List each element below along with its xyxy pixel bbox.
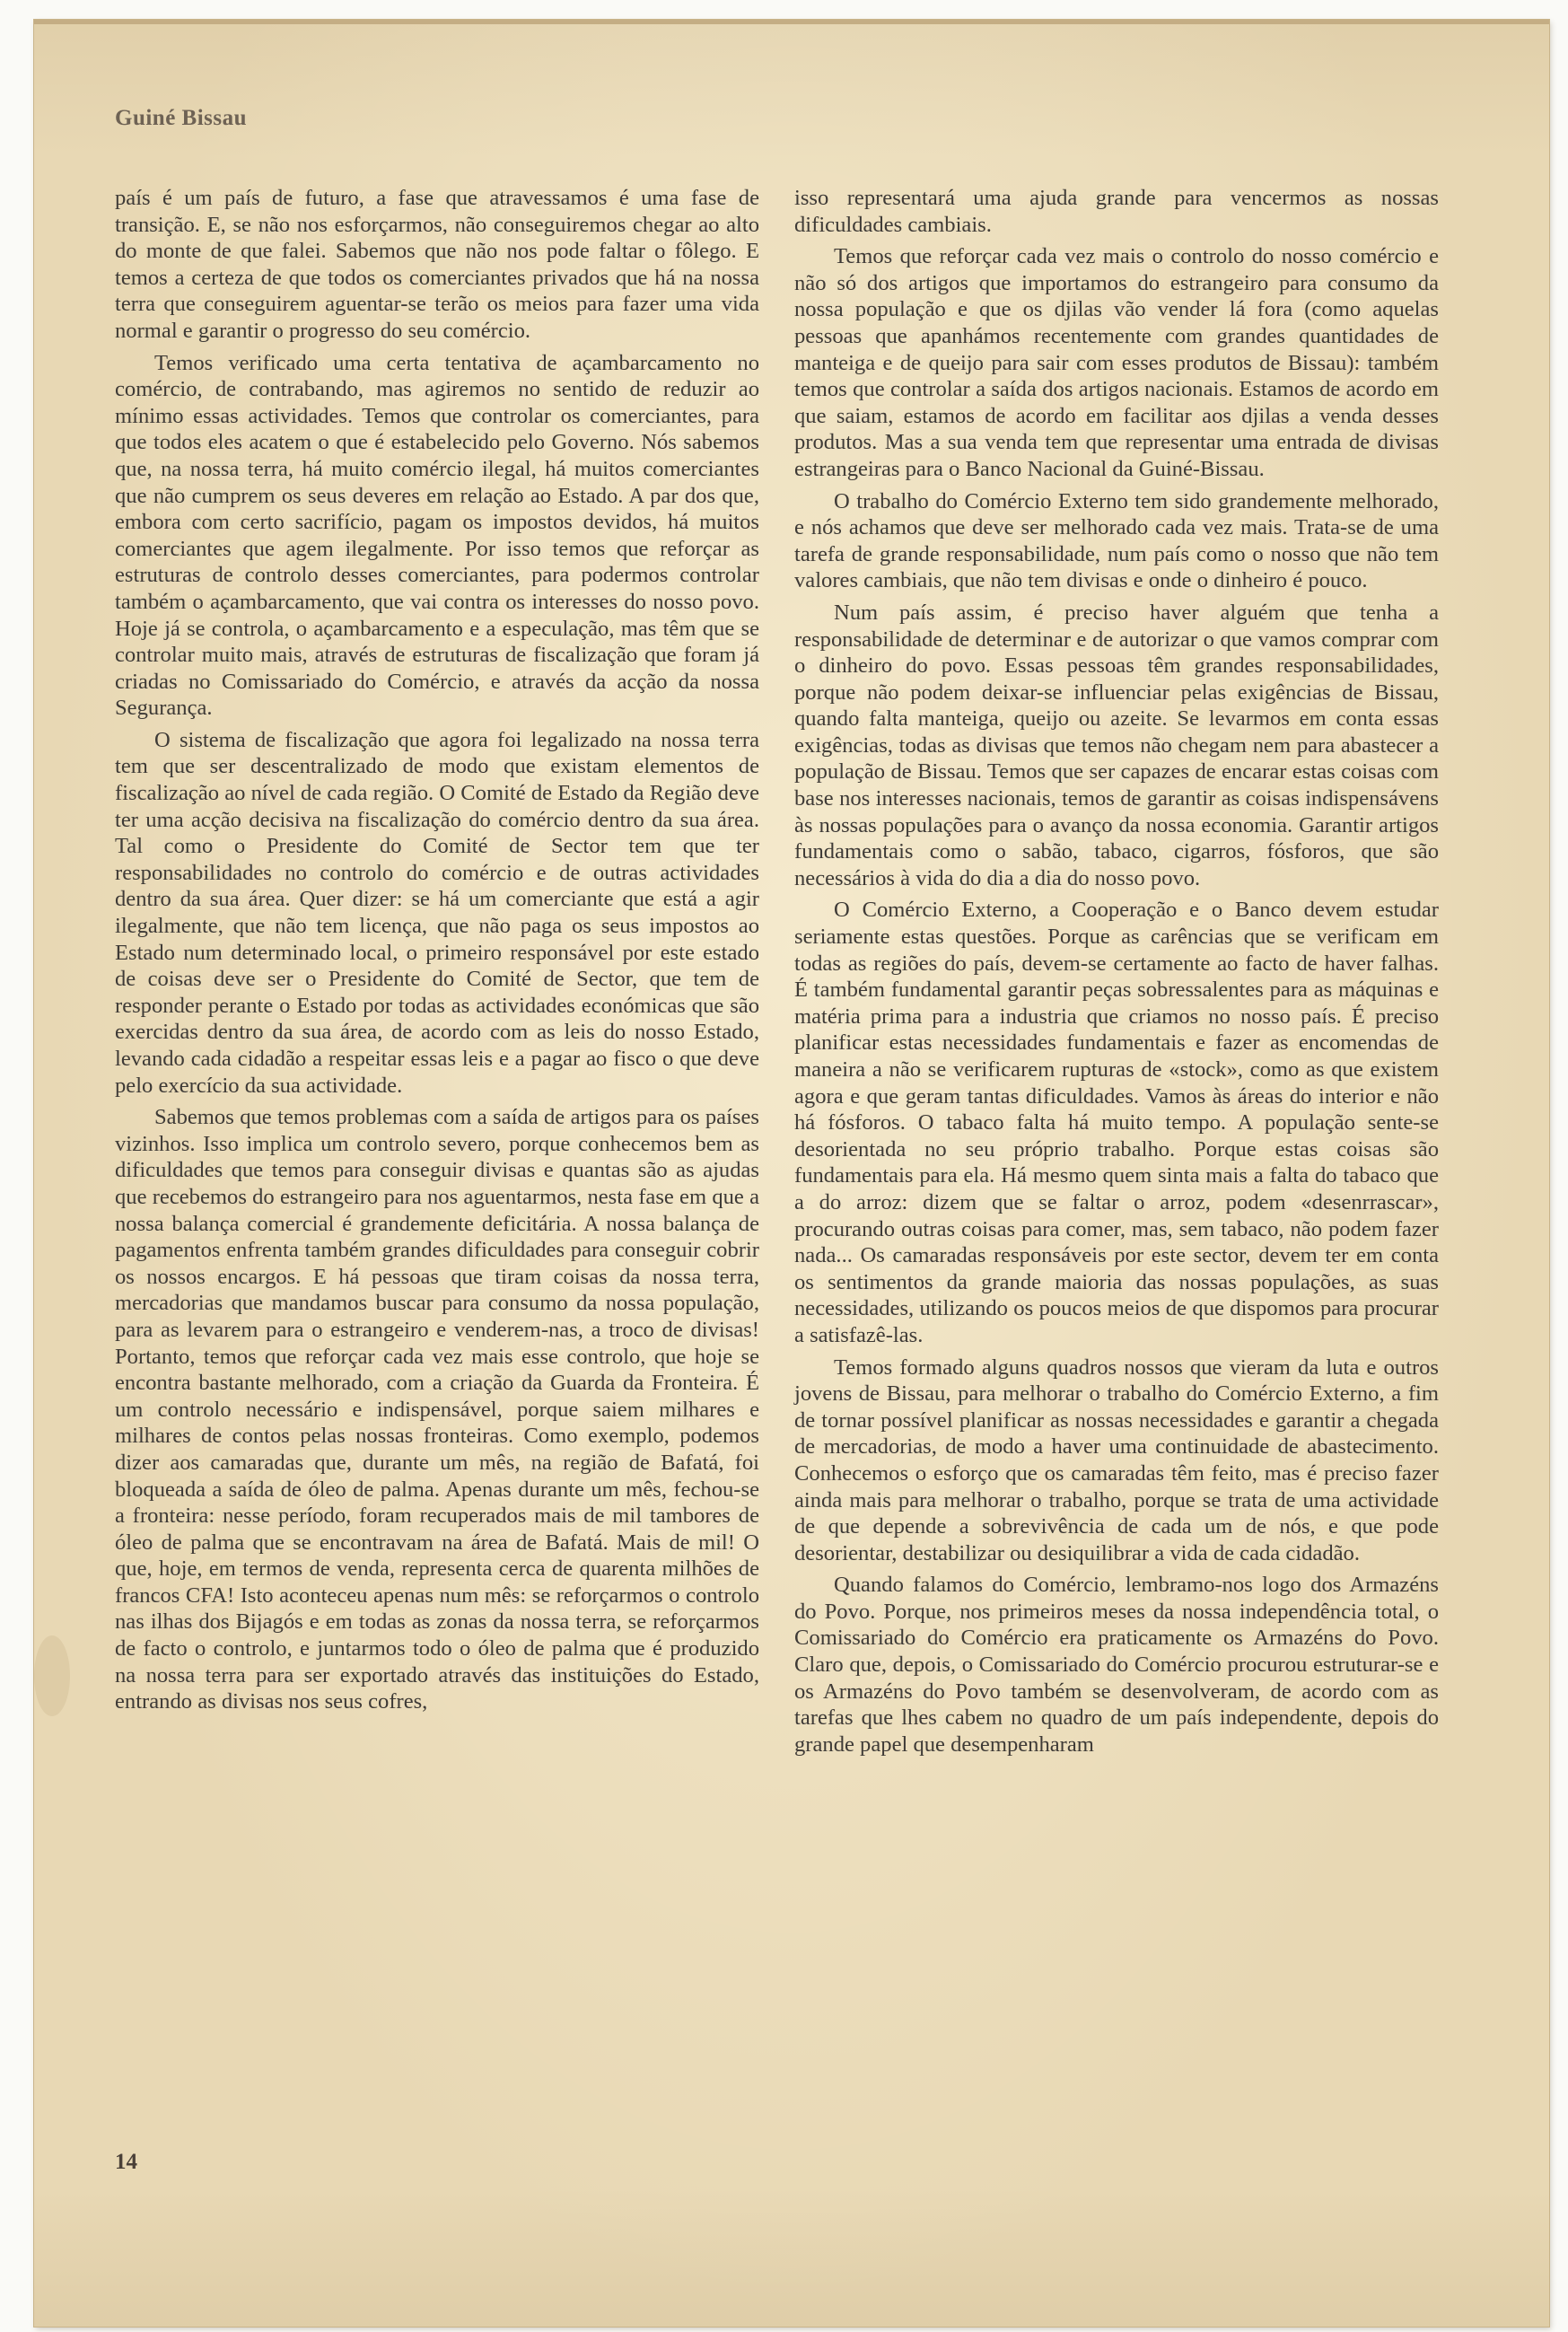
paragraph: Temos formado alguns quadros nossos que vieram da luta e outros jovens de Bissau, para melhorar o trabalho do Comércio Externo, a fim de tornar possível planificar as nossas necessidades e garantir a chegada de mercadorias, de modo a haver uma continuidade de abastecimento. Conhecemos o esforço que os camaradas têm feito, mas é preciso fazer ainda mais para melhorar o trabalho, porque se trata de uma actividade de que depende a sobrevivência de cada um de nós, e que pode desorientar, destabilizar ou desiquilibrar a vida de cada cidadão. bbox=[794, 1354, 1439, 1565]
paragraph: país é um país de futuro, a fase que atravessamos é uma fase de transição. E, se não nos esforçarmos, não conseguiremos chegar ao alto do monte de que falei. Sabemos que não nos pode faltar o fôlego. E temos a certeza de que todos os comerciantes privados que há na nossa terra que conseguirem aguentar-se terão os meios para fazer uma vida normal e garantir o progresso do seu comércio. bbox=[115, 186, 759, 343]
paragraph: O Comércio Externo, a Cooperação e o Banco devem estudar seriamente estas questões. Porque as carências que se verificam em todas as regiões do país, devem-se certamente ao facto de haver falhas. É também fundamental garantir peças sobressalentes para as máquinas e matéria prima para a industria que criamos no nosso país. É preciso planificar estas necessidades fundamentais e fazer as encomendas de maneira a não se verificarem rupturas de «stock», como as que existem agora e que geram tantas dificuldades. Vamos às áreas do interior e não há fósforos. O tabaco falta há muito tempo. A população sente-se desorientada no seu próprio trabalho. Porque estas coisas são fundamentais para ela. Há mesmo quem sinta mais a falta do tabaco que a do arroz: dizem que se faltar o arroz, podem «desenrrascar», procurando outras coisas para comer, mas, sem tabaco, não podem fazer nada... Os camaradas responsáveis por este sector, devem ter em conta os sentimentos da grande maioria das nossas populações, as suas necessidades, utilizando os poucos meios de que dispomos para procurar a satisfazê-las. bbox=[794, 898, 1439, 1347]
right-column bbox=[794, 185, 1439, 1758]
paper-stain bbox=[34, 1635, 70, 1716]
paragraph: Num país assim, é preciso haver alguém que tenha a responsabilidade de determinar e de autorizar o que vamos comprar com o dinheiro do povo. Essas pessoas têm grandes responsabilidades, porque não podem deixar-se influenciar pelas exigências de Bissau, quando falta manteiga, queijo ou azeite. Se levarmos em conta essas exigências, todas as divisas que temos não chegam nem para abastecer a população de Bissau. Temos que ser capazes de encarar estas coisas com base nos interesses nacionais, temos de garantir as coisas indispensávens às nossas populações para o avanço da nossa economia. Garantir artigos fundamentais como o sabão, tabaco, cigarros, fósforos, que são necessários à vida do dia a dia do nosso povo. bbox=[794, 600, 1439, 890]
paragraph: Quando falamos do Comércio, lembramo-nos logo dos Armazéns do Povo. Porque, nos primeiros meses da nossa independência total, o Comissariado do Comércio era praticamente os Armazéns do Povo. Claro que, depois, o Comissariado do Comércio procurou estruturar-se e os Armazéns do Povo também se desenvolveram, de acordo com as tarefas que lhes cabem no quadro de um país independente, depois do grande papel que desempenharam bbox=[794, 1573, 1439, 1757]
left-column bbox=[115, 185, 759, 1715]
paragraph: isso representará uma ajuda grande para vencermos as nossas dificuldades cambiais. bbox=[794, 186, 1439, 237]
paragraph: Sabemos que temos problemas com a saída de artigos para os países vizinhos. Isso implica um controlo severo, porque conhecemos bem as dificuldades que temos para conseguir divisas e quantas são as ajudas que recebemos do estrangeiro para nos aguentarmos, nesta fase em que a nossa balança comercial é grandemente deficitária. A nossa balança de pagamentos enfrenta também grandes dificuldades para conseguir cobrir os nossos encargos. E há pessoas que tiram coisas da nossa terra, mercadorias que mandamos buscar para consumo da nossa população, para as levarem para o estrangeiro e venderem-nas, a troco de divisas! Portanto, temos que reforçar cada vez mais esse controlo, que hoje se encontra bastante melhorado, com a criação da Guarda da Fronteira. É um controlo necessário e indispensável, porque saiem milhares e milhares de contos pelas nossas fronteiras. Como exemplo, podemos dizer aos camaradas que, durante um mês, na região de Bafatá, foi bloqueada a saída de óleo de palma. Apenas durante um mês, fechou-se a fronteira: nesse período, foram recuperados mais de mil tambores de óleo de palma que se encontravam na área de Bafatá. Mais de mil! O que, hoje, em termos de venda, representa cerca de quarenta milhões de francos CFA! Isto aconteceu apenas num mês: se reforçarmos o controlo nas ilhas dos Bijagós e em todas as zonas da nossa terra, se reforçarmos de facto o controlo, e juntarmos todo o óleo de palma que é produzido na nossa terra para ser exportado através das instituições do Estado, entrando as divisas nos seus cofres, bbox=[115, 1105, 759, 1714]
paragraph: O sistema de fiscalização que agora foi legalizado na nossa terra tem que ser descentralizado de modo que existam elementos de fiscalização ao nível de cada região. O Comité de Estado da Região deve ter uma acção decisiva na fiscalização do comércio dentro da sua área. Tal como o Presidente do Comité de Sector tem que ter responsabilidades no controlo do comércio e de outras actividades dentro da sua área. Quer dizer: se há um comerciante que está a agir ilegalmente, que não tem licença, que não paga os seus impostos ao Estado num determinado local, o primeiro responsável por este estado de coisas deve ser o Presidente do Comité de Sector, que tem de responder perante o Estado por todas as actividades económicas que são exercidas dentro da sua área, de acordo com as leis do nosso Estado, levando cada cidadão a respeitar essas leis e a pagar ao fisco o que deve pelo exercício da sua actividade. bbox=[115, 727, 759, 1098]
paragraph: Temos que reforçar cada vez mais o controlo do nosso comércio e não só dos artigos que importamos do estrangeiro para consumo da nossa população e que os djilas vão vender lá fora (como aquelas pessoas que apanhámos recentemente com grandes quantidades de manteiga e de queijo para sair com esses produtos de Bissau): também temos que controlar a saída dos artigos nacionais. Estamos de acordo em que saiam, estamos de acordo em facilitar aos djilas a venda desses produtos. Mas a sua venda tem que representar uma entrada de divisas estrangeiras para o Banco Nacional da Guiné-Bissau. bbox=[794, 244, 1439, 481]
paragraph: Temos verificado uma certa tentativa de açambarcamento no comércio, de contrabando, mas agiremos no sentido de reduzir ao mínimo essas actividades. Temos que controlar os comerciantes, para que todos eles acatem o que é estabelecido pelo Governo. Nós sabemos que, na nossa terra, há muito comércio ilegal, há muitos comerciantes que não cumprem os seus deveres em relação ao Estado. A par dos que, embora com certo sacrifício, pagam os impostos devidos, há muitos comerciantes que agem ilegalmente. Por isso temos que reforçar as estruturas de controlo desses comerciantes, para podermos controlar também o açambarcamento, que vai contra os interesses do nosso povo. Hoje já se controla, o açambarcamento e a especulação, mas têm que se controlar muito mais, através de estruturas de fiscalização que foram já criadas no Comissariado do Comércio, e através da acção da nossa Segurança. bbox=[115, 350, 759, 721]
running-head: Guiné Bissau bbox=[115, 106, 248, 130]
paragraph: O trabalho do Comércio Externo tem sido grandemente melhorado, e nós achamos que deve ser melhorado cada vez mais. Trata-se de uma tarefa de grande responsabilidade, num país como o nosso que não tem valores cambiais, que não tem divisas e onde o dinheiro é pouco. bbox=[794, 488, 1439, 593]
page-number: 14 bbox=[115, 2150, 137, 2174]
